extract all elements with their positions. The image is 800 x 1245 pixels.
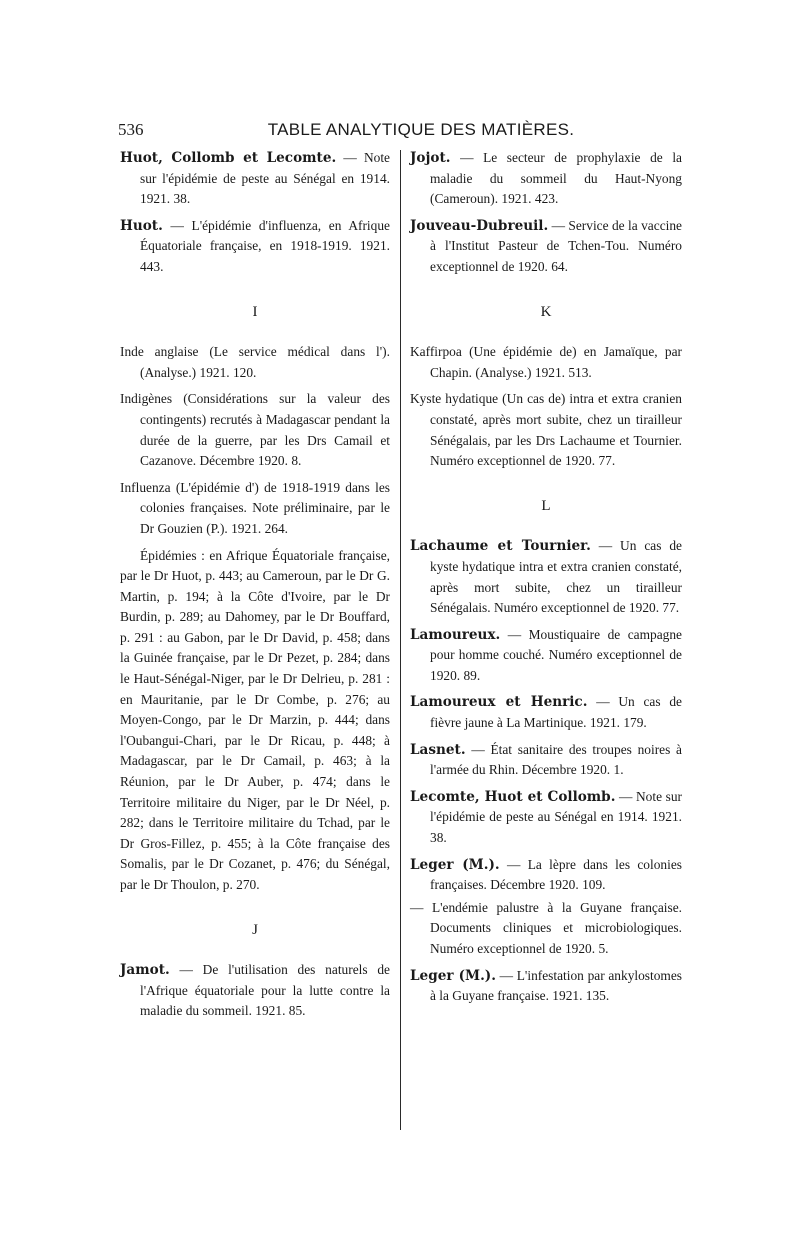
index-entry: Leger (M.). — La lèpre dans les colonies françaises. Décembre 1920. 109. [410, 856, 682, 893]
page-header [118, 118, 684, 148]
index-entry: Kyste hydatique (Un cas de) intra et extra cranien constaté, après mort subite, chez un tirailleur Sénégalais, par les Drs Lachaume et Tournier. Numéro exceptionnel de 1920. 77. [410, 391, 682, 469]
index-entry: Indigènes (Considérations sur la valeur des contingents) recrutés à Madagascar pendant la durée de la guerre, par les Drs Camail et Cazanove. Décembre 1920. 8. [120, 391, 390, 469]
index-entry: Lecomte, Huot et Collomb. — Note sur l'épidémie de peste au Sénégal en 1914. 1921. 38. [410, 788, 682, 846]
section-letter-l: L [541, 497, 551, 514]
index-entry: Leger (M.). — L'infestation par ankylostomes à la Guyane française. 1921. 135. [410, 967, 682, 1004]
section-letter-j: J [252, 921, 258, 938]
index-entry: Influenza (L'épidémie d') de 1918-1919 dans les colonies françaises. Note préliminaire, par le Dr Gouzien (P.). 1921. 264. [120, 479, 390, 536]
index-entry: Huot, Collomb et Lecomte. — Note sur l'épidémie de peste au Sénégal en 1914. 1921. 38. [120, 150, 390, 207]
index-entry: Jamot. — De l'utilisation des naturels de l'Afrique équatoriale pour la lutte contre la maladie du sommeil. 1921. 85. [120, 962, 390, 1019]
right-column [410, 148, 682, 1013]
section-letter-k: K [540, 303, 552, 320]
index-entry: Kaffirpoa (Une épidémie de) en Jamaïque, par Chapin. (Analyse.) 1921. 513. [410, 344, 682, 380]
page-number: 536 [118, 120, 144, 139]
index-subentry: Épidémies : en Afrique Équatoriale française, par le Dr Huot, p. 443; au Cameroun, par le Dr G. Martin, p. 194; à la Côte d'Ivoire, par le Dr Burdin, p. 289; au Dahomey, par le Dr Bouffard, p. 291 : au Gabon, par le Dr David, p. 458; dans la Guinée française, par le Dr Pezet, p. 284; dans le Haut-Sénégal-Niger, par le Dr Delrieu, p. 281 : en Mauritanie, par le Dr Combe, p. 276; au Moyen-Congo, par le Dr Marzin, p. 444; dans l'Oubangui-Chari, par le Dr Ricau, p. 448; à Madagascar, par le Dr Camail, p. 463; à la Réunion, par le Dr Auber, p. 474; dans le Territoire militaire du Niger, par le Dr Néel, p. 282; dans le Territoire militaire du Tchad, par le Dr Gros-Fillez, p. 455; à la Côte française des Somalis, par le Dr Cozanet, p. 476; du Sénégal, par le Dr Thoulon, p. 270. [120, 547, 390, 892]
index-subentry: — L'endémie palustre à la Guyane française. Documents cliniques et microbiologiques. Numéro exceptionnel de 1920. 5. [410, 899, 682, 956]
index-entry: Lasnet. — État sanitaire des troupes noires à l'armée du Rhin. Décembre 1920. 1. [410, 741, 682, 778]
index-entry: Lachaume et Tournier. — Un cas de kyste hydatique intra et extra cranien constaté, après mort subite, chez un tirailleur Sénégalais. Numéro exceptionnel de 1920. 77. [410, 538, 682, 616]
section-letter-i: I [252, 303, 258, 320]
index-entry: Lamoureux. — Moustiquaire de campagne pour homme couché. Numéro exceptionnel de 1920. 89. [410, 626, 682, 683]
index-entry: Jouveau-Dubreuil. — Service de la vaccine à l'Institut Pasteur de Tchen-Tou. Numéro exceptionnel de 1920. 64. [410, 217, 682, 274]
index-entry: Inde anglaise (Le service médical dans l'). (Analyse.) 1921. 120. [120, 344, 390, 380]
left-column [120, 148, 390, 1028]
index-entry: Lamoureux et Henric. — Un cas de fièvre jaune à La Martinique. 1921. 179. [410, 694, 682, 731]
index-entry: Jojot. — Le secteur de prophylaxie de la maladie du sommeil du Haut-Nyong (Cameroun). 1921. 423. [410, 150, 682, 207]
page-title: TABLE ANALYTIQUE DES MATIÈRES. [267, 120, 575, 139]
column-divider [400, 150, 401, 1130]
index-entry: Huot. — L'épidémie d'influenza, en Afrique Équatoriale française, en 1918-1919. 1921. 443. [120, 217, 390, 274]
